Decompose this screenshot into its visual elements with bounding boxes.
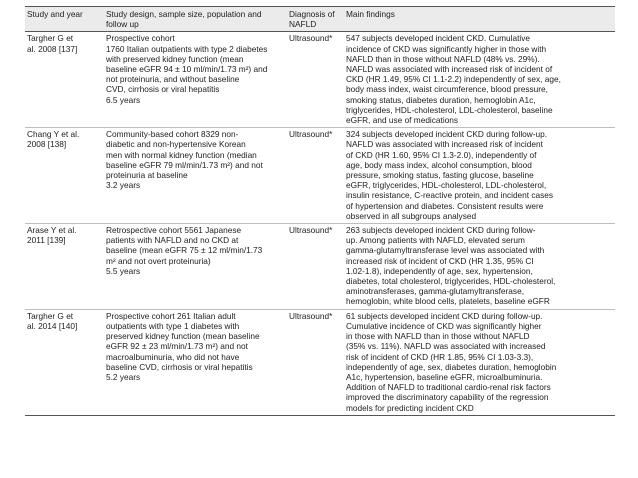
header-study-design: Study design, sample size, population and follow up: [104, 7, 287, 32]
cell-main-findings: 263 subjects developed incident CKD during follow- up. Among patients with NAFLD, elevated serum gamma-glutamyltransferase level was associated with increased risk of incident of CKD (HR 1.35, 95% CI 1.02-1.8), independently of age, sex, hypertension, diabetes, total cholesterol, triglycerides, HDL-cholesterol, aminotransferases, gamma-glutamyltransferase, hemoglobin, white blood cells, platelets, baseline eGFR: [344, 224, 615, 310]
cell-main-findings: 61 subjects developed incident CKD during follow-up. Cumulative incidence of CKD was significantly higher in those with NAFLD than in those without NAFLD (35% vs. 11%). NAFLD was associated with increased risk of incident of CKD (HR 1.85, 95% CI 1.03-3.3), independently of age, sex, diabetes duration, hemoglobin A1c, hypertension, baseline eGFR, microalbuminuria. Addition of NAFLD to traditional cardio-renal risk factors improved the discriminatory capability of the regression models for predicting incident CKD: [344, 309, 615, 415]
studies-table: [25, 6, 615, 416]
cell-study-design: Prospective cohort 1760 Italian outpatients with type 2 diabetes with preserved kidney function (mean baseline eGFR 94 ± 10 ml/min/1.73 m²) and not proteinuria, and without baseline CVD, cirrhosis or viral hepatitis 6.5 years: [104, 32, 287, 128]
header-study-year: Study and year: [25, 7, 104, 32]
cell-diagnosis: Ultrasound*: [287, 32, 344, 128]
cell-study-design: Community-based cohort 8329 non- diabetic and non-hypertensive Korean men with normal kidney function (median baseline eGFR 79 ml/min/1.73 m²) and not proteinuria at baseline 3.2 years: [104, 128, 287, 224]
document-page: [25, 6, 615, 416]
header-main-findings: Main findings: [344, 7, 615, 32]
cell-study-design: Retrospective cohort 5561 Japanese patients with NAFLD and no CKD at baseline (mean eGFR 75 ± 12 ml/min/1.73 m² and not overt proteinuria) 5.5 years: [104, 224, 287, 310]
table-row: [25, 309, 615, 415]
table-body: [25, 32, 615, 415]
cell-study-year: Arase Y et al. 2011 [139]: [25, 224, 104, 310]
table-header: [25, 7, 615, 32]
cell-diagnosis: Ultrasound*: [287, 224, 344, 310]
header-diagnosis: Diagnosis of NAFLD: [287, 7, 344, 32]
cell-study-year: Chang Y et al. 2008 [138]: [25, 128, 104, 224]
table-row: [25, 128, 615, 224]
table-row: [25, 32, 615, 128]
cell-study-design: Prospective cohort 261 Italian adult outpatients with type 1 diabetes with preserved kidney function (mean baseline eGFR 92 ± 23 ml/min/1.73 m²) and not macroalbuminuria, who did not have baseline CVD, cirrhosis or viral hepatitis 5.2 years: [104, 309, 287, 415]
cell-diagnosis: Ultrasound*: [287, 309, 344, 415]
cell-study-year: Targher G et al. 2014 [140]: [25, 309, 104, 415]
cell-main-findings: 547 subjects developed incident CKD. Cumulative incidence of CKD was significantly higher in those with NAFLD than in those without NAFLD (48% vs. 29%). NAFLD was associated with increased risk of incident of CKD (HR 1.49, 95% CI 1.1-2.2) independently of sex, age, body mass index, waist circumference, blood pressure, smoking status, diabetes duration, hemoglobin A1c, triglycerides, HDL-cholesterol, LDL-cholesterol, baseline eGFR, and use of medications: [344, 32, 615, 128]
header-row: [25, 7, 615, 32]
table-row: [25, 224, 615, 310]
cell-main-findings: 324 subjects developed incident CKD during follow-up. NAFLD was associated with increased risk of incident of CKD (HR 1.60, 95% CI 1.3-2.0), independently of age, body mass index, alcohol consumption, blood pressure, smoking status, fasting glucose, baseline eGFR, triglycerides, HDL-cholesterol, LDL-cholesterol, insulin resistance, C-reactive protein, and incident cases of hypertension and diabetes. Consistent results were observed in all subgroups analysed: [344, 128, 615, 224]
cell-diagnosis: Ultrasound*: [287, 128, 344, 224]
cell-study-year: Targher G et al. 2008 [137]: [25, 32, 104, 128]
